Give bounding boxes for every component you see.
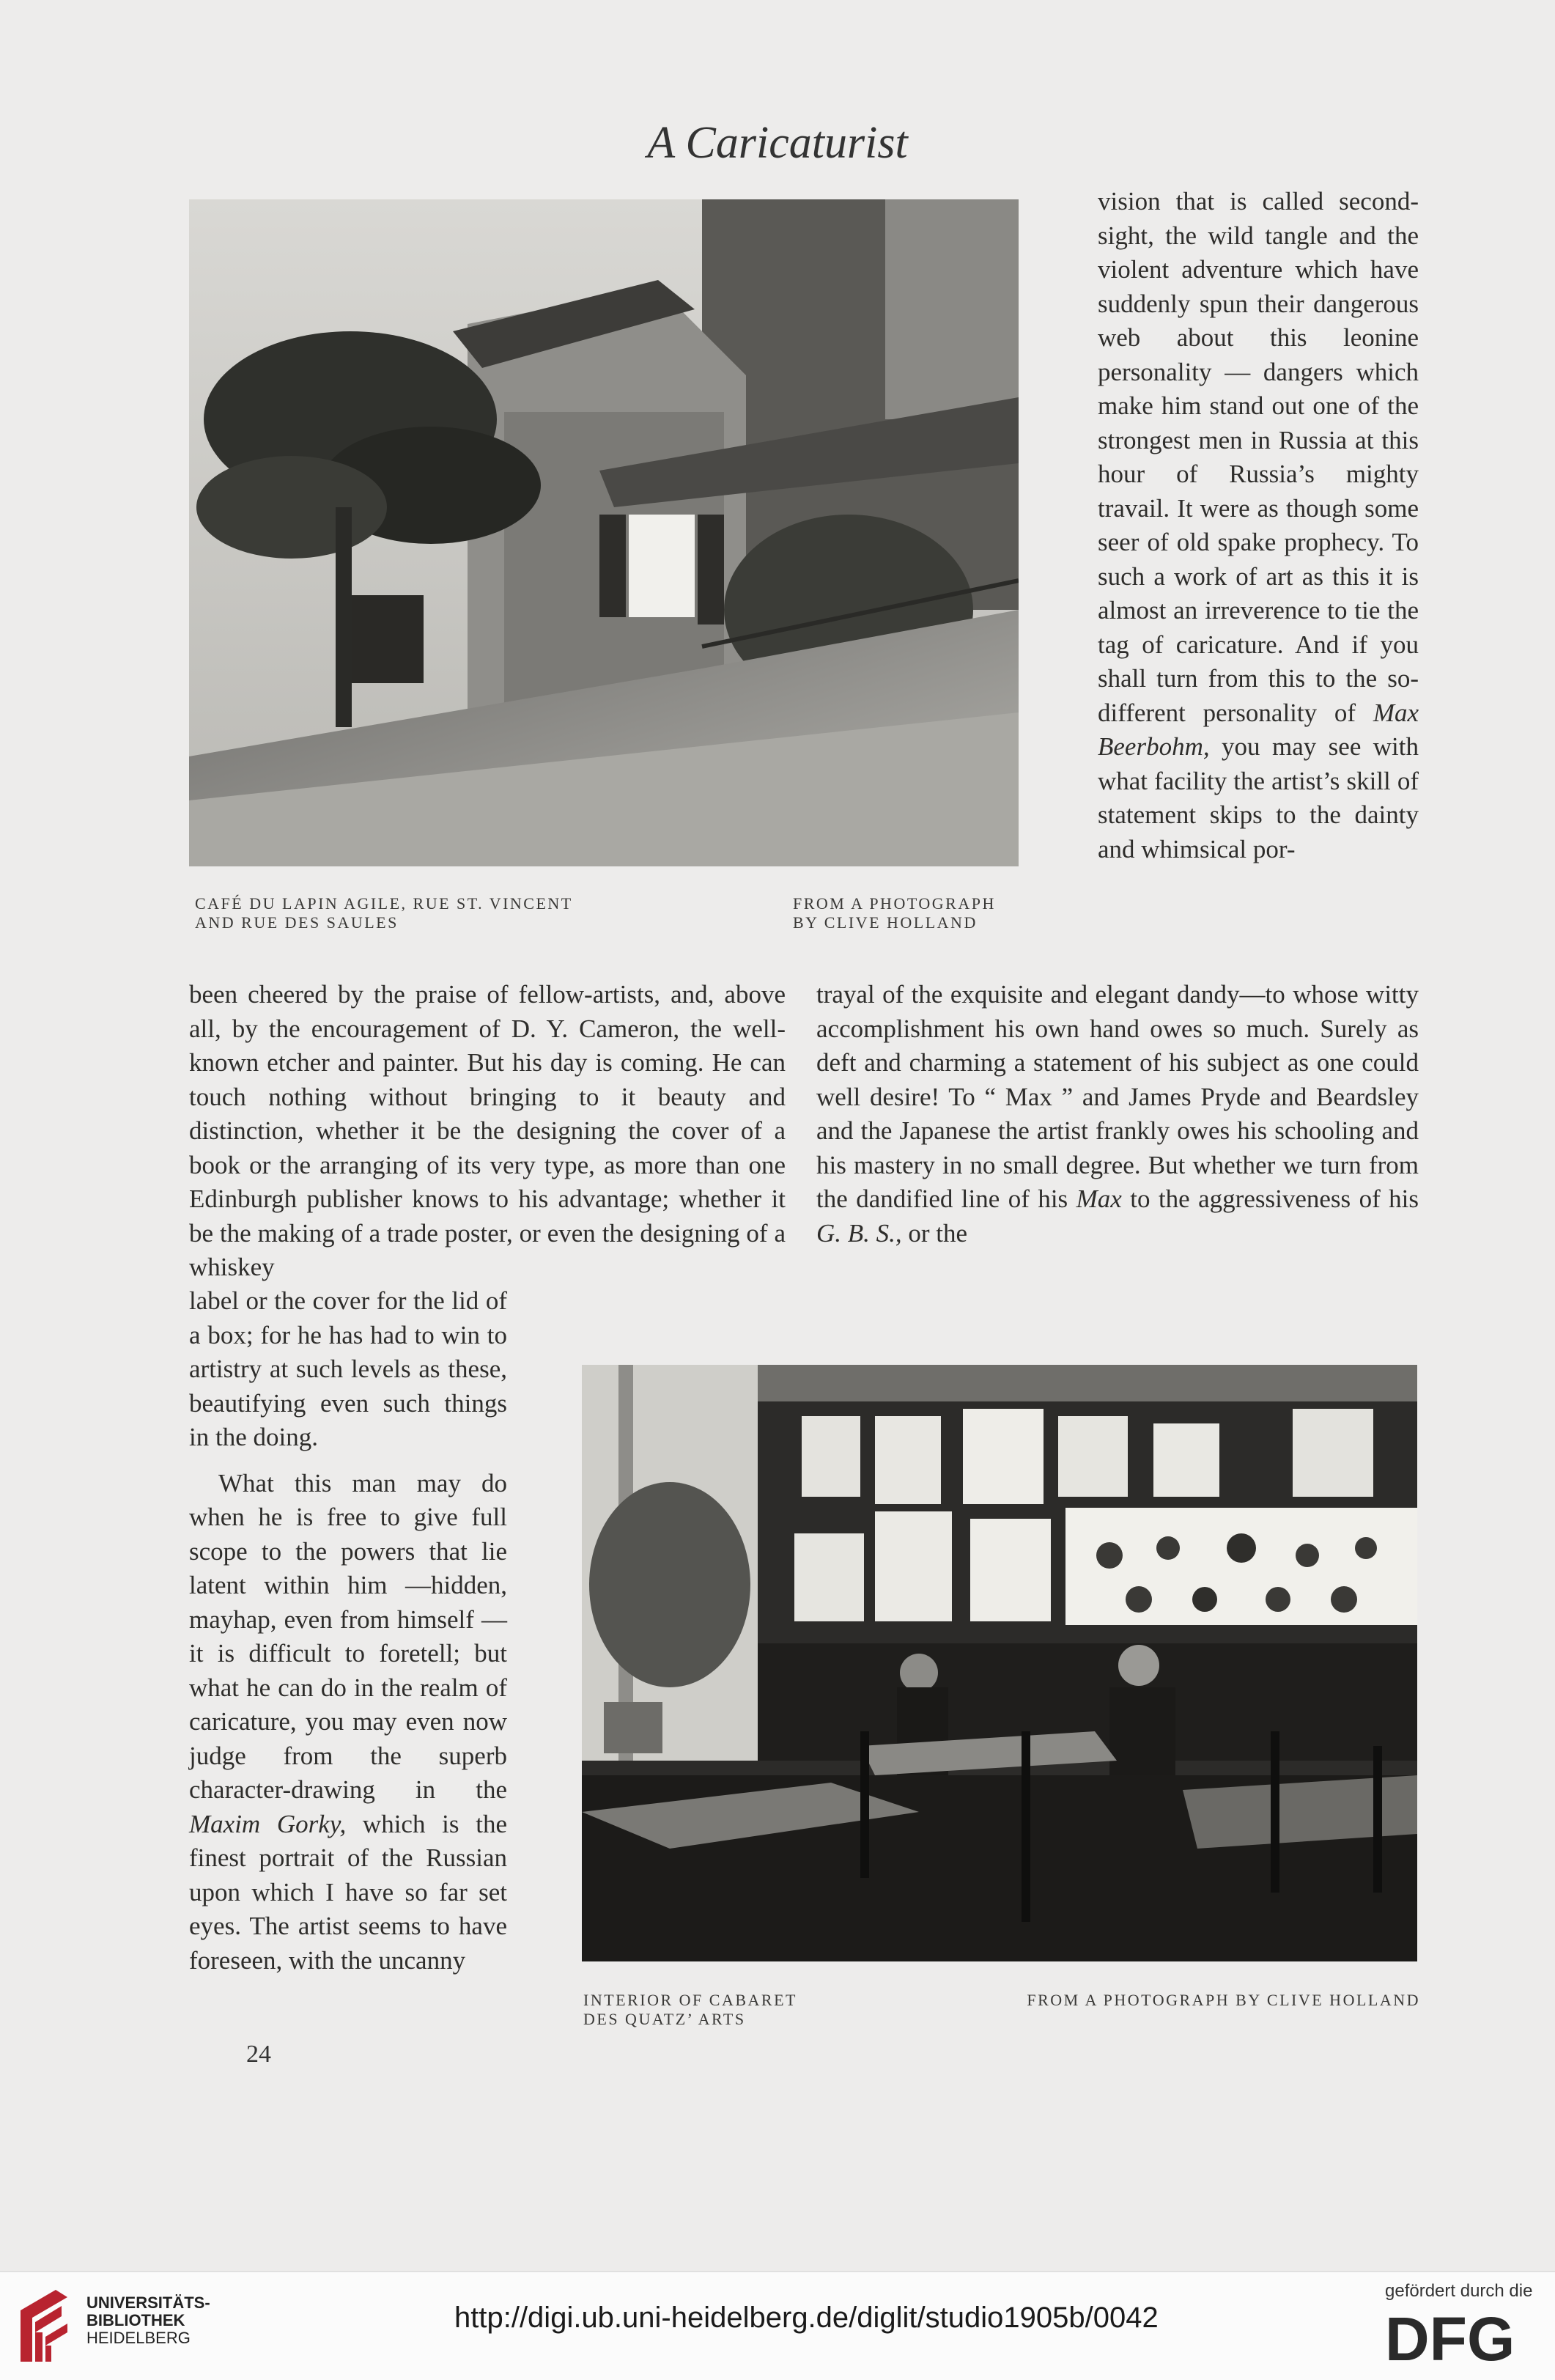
university-library-logo-icon[interactable] [16,2285,73,2366]
photo1-caption-right-line1: FROM A PHOTOGRAPH [793,894,996,913]
library-line3: HEIDELBERG [86,2329,191,2347]
photo1-caption-right [793,894,1035,932]
photo2-caption-right: FROM A PHOTOGRAPH BY CLIVE HOLLAND [1027,1991,1420,2009]
wide-right-column [816,978,1419,1250]
narrow-p2-text-b: which is the finest portrait of the Russian upon which I have so far set eyes. The artist seems to have foreseen, with the uncanny [189,1809,507,1975]
photo1-caption-left-line1: CAFÉ DU LAPIN AGILE, RUE ST. VINCENT [195,894,573,913]
wide-right-text-b: to the aggressiveness of his [1130,1185,1419,1213]
photo2-caption-left-line2: DES QUATZ’ ARTS [583,2010,746,2028]
university-library-name[interactable] [86,2294,210,2347]
wide-right-paragraph [816,978,1419,1250]
photo-cabaret-interior-image [582,1365,1417,1961]
photo2-caption-left [583,1991,891,2029]
photo1-caption-right-line2: BY CLIVE HOLLAND [793,913,978,932]
photo-cafe-lapin-agile [189,199,1019,866]
narrow-paragraph-2 [189,1467,507,1978]
wide-right-em-gbs: G. B. S., [816,1218,902,1248]
wide-left-paragraph: been cheered by the praise of fellow-artists, and, above all, by the encouragement of D. Y. Cameron, the well-known etcher and painter. But his day is coming. He can touch nothing without bringing to it beauty and distinction, whether it be the designing the cover of a book or the arranging of its very type, as more than one Edinburgh publisher knows to his advantage; whether it be the making of a trade poster, or even the designing of a whiskey [189,980,786,1281]
library-line2: BIBLIOTHEK [86,2311,185,2329]
narrow-p2-text-a: What this man may do when he is free to give full scope to the powers that lie latent within him —hidden, mayhap, even from himself —it is difficult to foretell; but what he can do in the realm of caricature, you may even now judge from the superb character-drawing in the [189,1468,507,1804]
right-upper-em-beerbohm: Max Beerbohm, [1098,698,1419,761]
right-upper-tail: you may see with what facility the artist’s skill of statement skips to the dainty and whimsical por- [1098,732,1419,863]
dfg-logo-icon[interactable] [1385,2307,1532,2366]
photo-cafe-exterior-image [189,199,1019,866]
page-number: 24 [246,2041,271,2068]
footer-bar [0,2271,1555,2380]
wide-right-text-a: trayal of the exquisite and elegant dandy—to whose witty accomplishment his own hand owes so much. Surely as deft and charming a statement of his subject as one could well desire! To “ Max ” and James Pryde and Beardsley and the Japanese the artist frankly owes his schooling and his mastery in no small degree. But whether we turn from the dandified line of his [816,980,1419,1213]
right-upper-column [1098,185,1419,866]
photo1-caption-left [195,894,708,932]
running-title: A Caricaturist [647,118,908,168]
narrow-left-column [189,1284,507,1978]
funded-by-label: gefördert durch die [1385,2281,1533,2301]
right-upper-text: vision that is called second-sight, the wild tangle and the violent adventure which have suddenly spun their dangerous web about this leonine personality — dangers which make him stand out one of the strongest men in Russia at this hour of Russia’s mighty travail. It were as though some seer of old spake prophecy. To such a work of art as this it is almost an irreverence to tie the tag of caricature. And if you shall turn from this to the so-different personality of [1098,187,1419,727]
photo2-caption-left-line1: INTERIOR OF CABARET [583,1991,797,2009]
wide-left-column [189,978,786,1285]
wide-right-text-c: or the [908,1218,968,1248]
narrow-p2-em-gorky: Maxim Gorky, [189,1809,347,1838]
permalink-url[interactable]: http://digi.ub.uni-heidelberg.de/diglit/studio1905b/0042 [454,2302,1159,2334]
right-upper-paragraph [1098,185,1419,866]
dfg-logo-text: DFG [1385,2307,1515,2366]
wide-right-em-max: Max [1076,1185,1122,1213]
photo1-caption-left-line2: AND RUE DES SAULES [195,913,399,932]
photo-cabaret-interior [582,1365,1417,1961]
library-line1: UNIVERSITÄTS- [86,2294,210,2312]
narrow-paragraph-1: label or the cover for the lid of a box; for he has had to win to artistry at such levels as these, beautifying even such things in the doing. [189,1286,507,1451]
